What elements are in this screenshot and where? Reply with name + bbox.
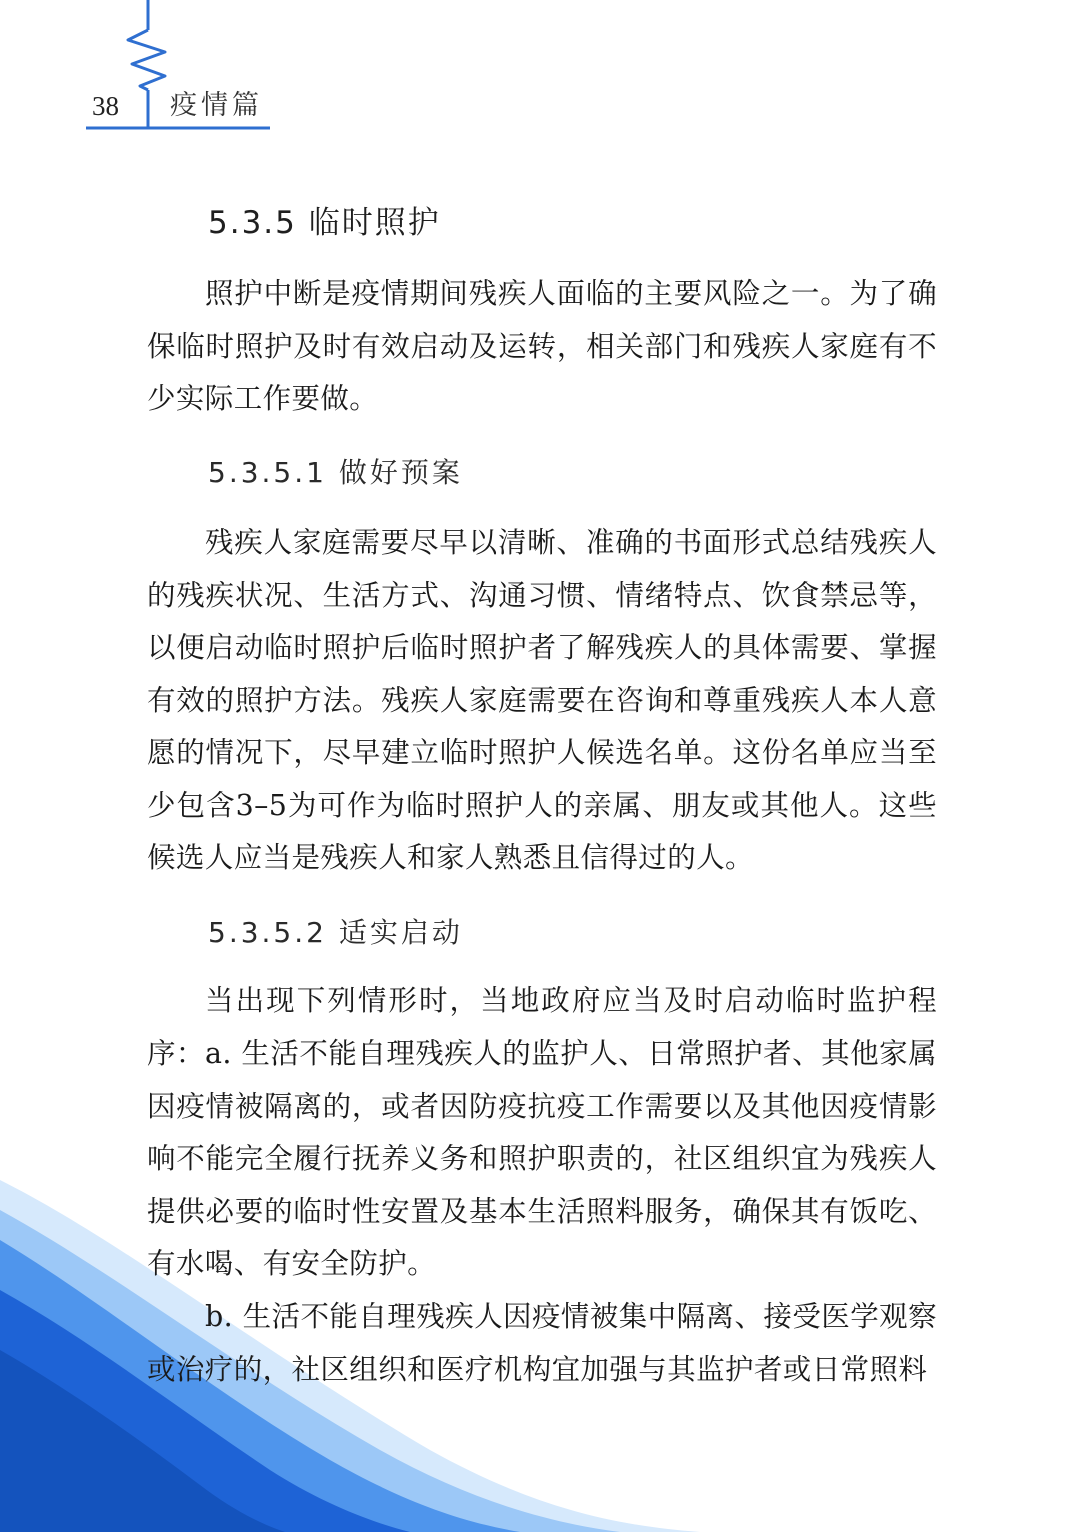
subsection-heading-1: 5.3.5.1 做好预案 bbox=[208, 456, 463, 489]
subsection-heading-2: 5.3.5.2 适实启动 bbox=[208, 916, 463, 949]
section-heading: 5.3.5 临时照护 bbox=[208, 205, 441, 241]
header-ornament-icon bbox=[0, 0, 300, 150]
page-number: 38 bbox=[92, 91, 119, 121]
intro-paragraph: 照护中断是疫情期间残疾人面临的主要风险之一。为了确保临时照护及时有效启动及运转，相关部门和残疾人家庭有不少实际工作要做。 bbox=[147, 277, 937, 415]
subsection-2-lead: 当出现下列情形时，当地政府应当及时启动临时监护程序： bbox=[147, 984, 937, 1070]
list-item-a: a. 生活不能自理残疾人的监护人、日常照护者、其他家属因疫情被隔离的，或者因防疫抗疫工作需要以及其他因疫情影响不能完全履行抚养义务和照护职责的，社区组织宜为残疾人提供必要的临时性安置及基本生活照料服务，确保其有饭吃、有水喝、有安全防护。 bbox=[147, 1037, 937, 1280]
subsection-1-paragraph: 残疾人家庭需要尽早以清晰、准确的书面形式总结残疾人的残疾状况、生活方式、沟通习惯、情绪特点、饮食禁忌等，以便启动临时照护后临时照护者了解残疾人的具体需要、掌握有效的照护方法。残疾人家庭需要在咨询和尊重残疾人本人意愿的情况下，尽早建立临时照护人候选名单。这份名单应当至少包含3–5为可作为临时照护人的亲属、朋友或其他人。这些候选人应当是残疾人和家人熟悉且信得过的人。 bbox=[147, 526, 937, 874]
list-item-b: b. 生活不能自理残疾人因疫情被集中隔离、接受医学观察或治疗的，社区组织和医疗机构宜加强与其监护者或日常照料 bbox=[147, 1300, 937, 1386]
running-head: 疫情篇 bbox=[170, 90, 263, 121]
